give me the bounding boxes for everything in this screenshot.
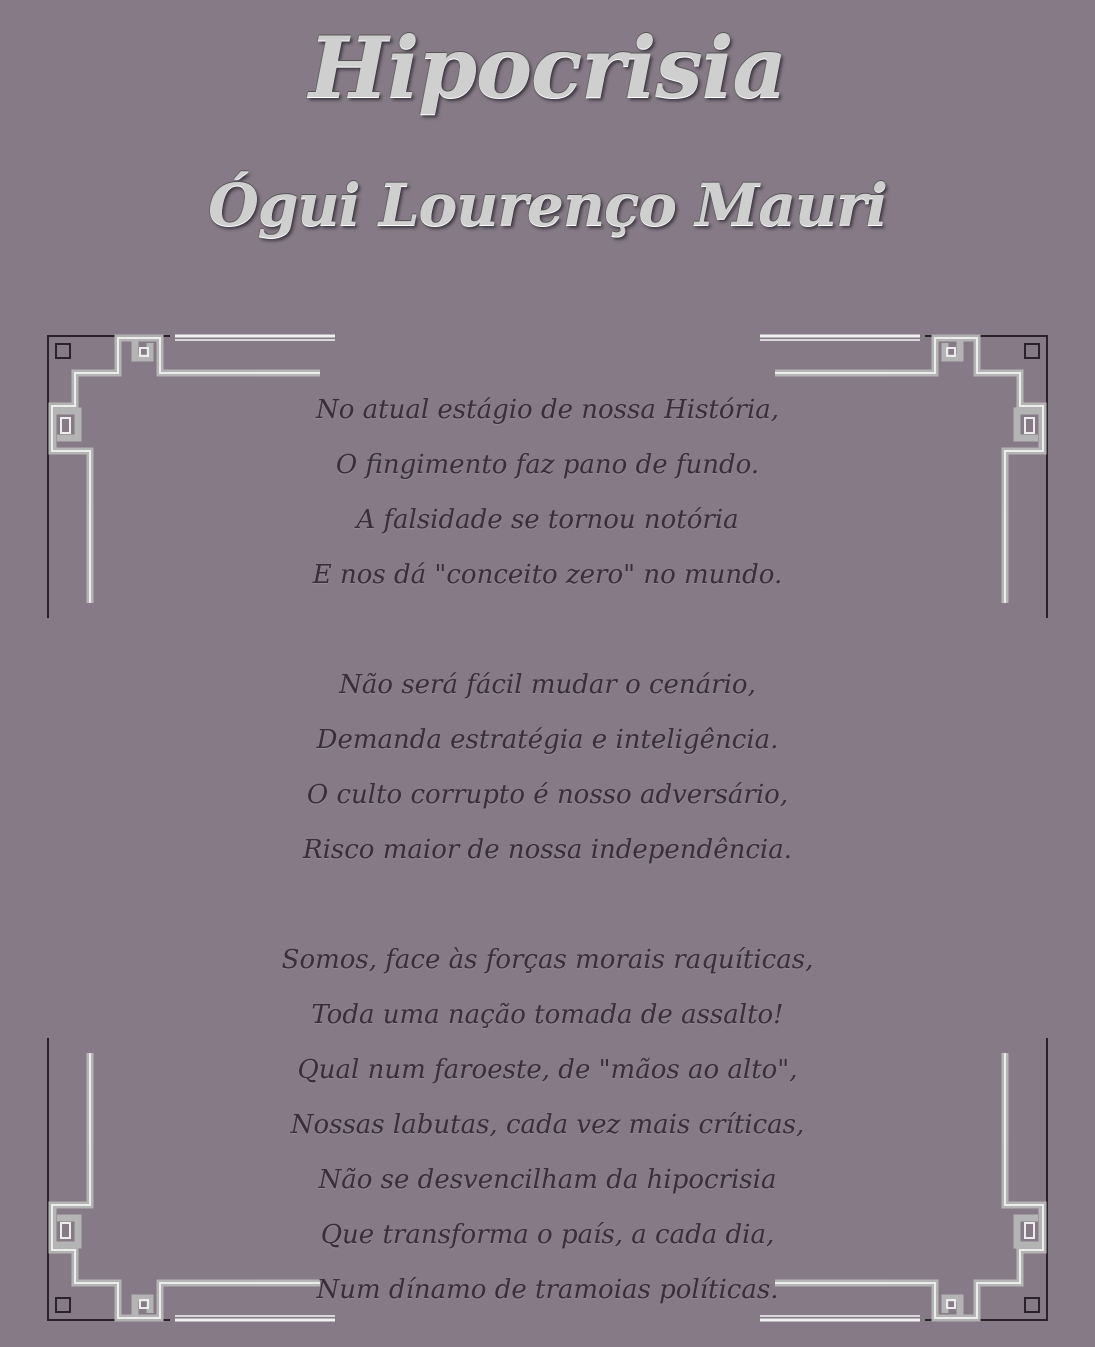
verse-line: Nossas labutas, cada vez mais críticas, [290, 1110, 805, 1140]
stanza-2 [0, 658, 1095, 878]
stanza-3 [0, 933, 1095, 1318]
verse-line: Num dínamo de tramoias políticas. [316, 1275, 779, 1305]
poem-title: Hipocrisia [309, 18, 786, 117]
verse-line: O culto corrupto é nosso adversário, [306, 780, 789, 810]
verse-line: O fingimento faz pano de fundo. [335, 450, 760, 480]
verse-line: Risco maior de nossa independência. [303, 835, 792, 865]
verse-line: Não se desvencilham da hipocrisia [318, 1165, 777, 1195]
verse-line: Somos, face às forças morais raquíticas, [281, 945, 814, 975]
verse-line: Não será fácil mudar o cenário, [339, 670, 756, 700]
verse-line: No atual estágio de nossa História, [315, 395, 780, 425]
poem-body [0, 383, 1095, 1318]
verse-line: Demanda estratégia e inteligência. [316, 725, 779, 755]
stanza-gap [0, 878, 1095, 933]
stanza-gap [0, 603, 1095, 658]
verse-line: E nos dá "conceito zero" no mundo. [312, 560, 783, 590]
verse-line: Que transforma o país, a cada dia, [320, 1220, 775, 1250]
verse-line: Toda uma nação tomada de assalto! [311, 1000, 784, 1030]
stanza-1 [0, 383, 1095, 603]
poem-author: Ógui Lourenço Mauri [208, 171, 887, 239]
verse-line: Qual num faroeste, de "mãos ao alto", [297, 1055, 798, 1085]
verse-line: A falsidade se tornou notória [356, 505, 739, 535]
